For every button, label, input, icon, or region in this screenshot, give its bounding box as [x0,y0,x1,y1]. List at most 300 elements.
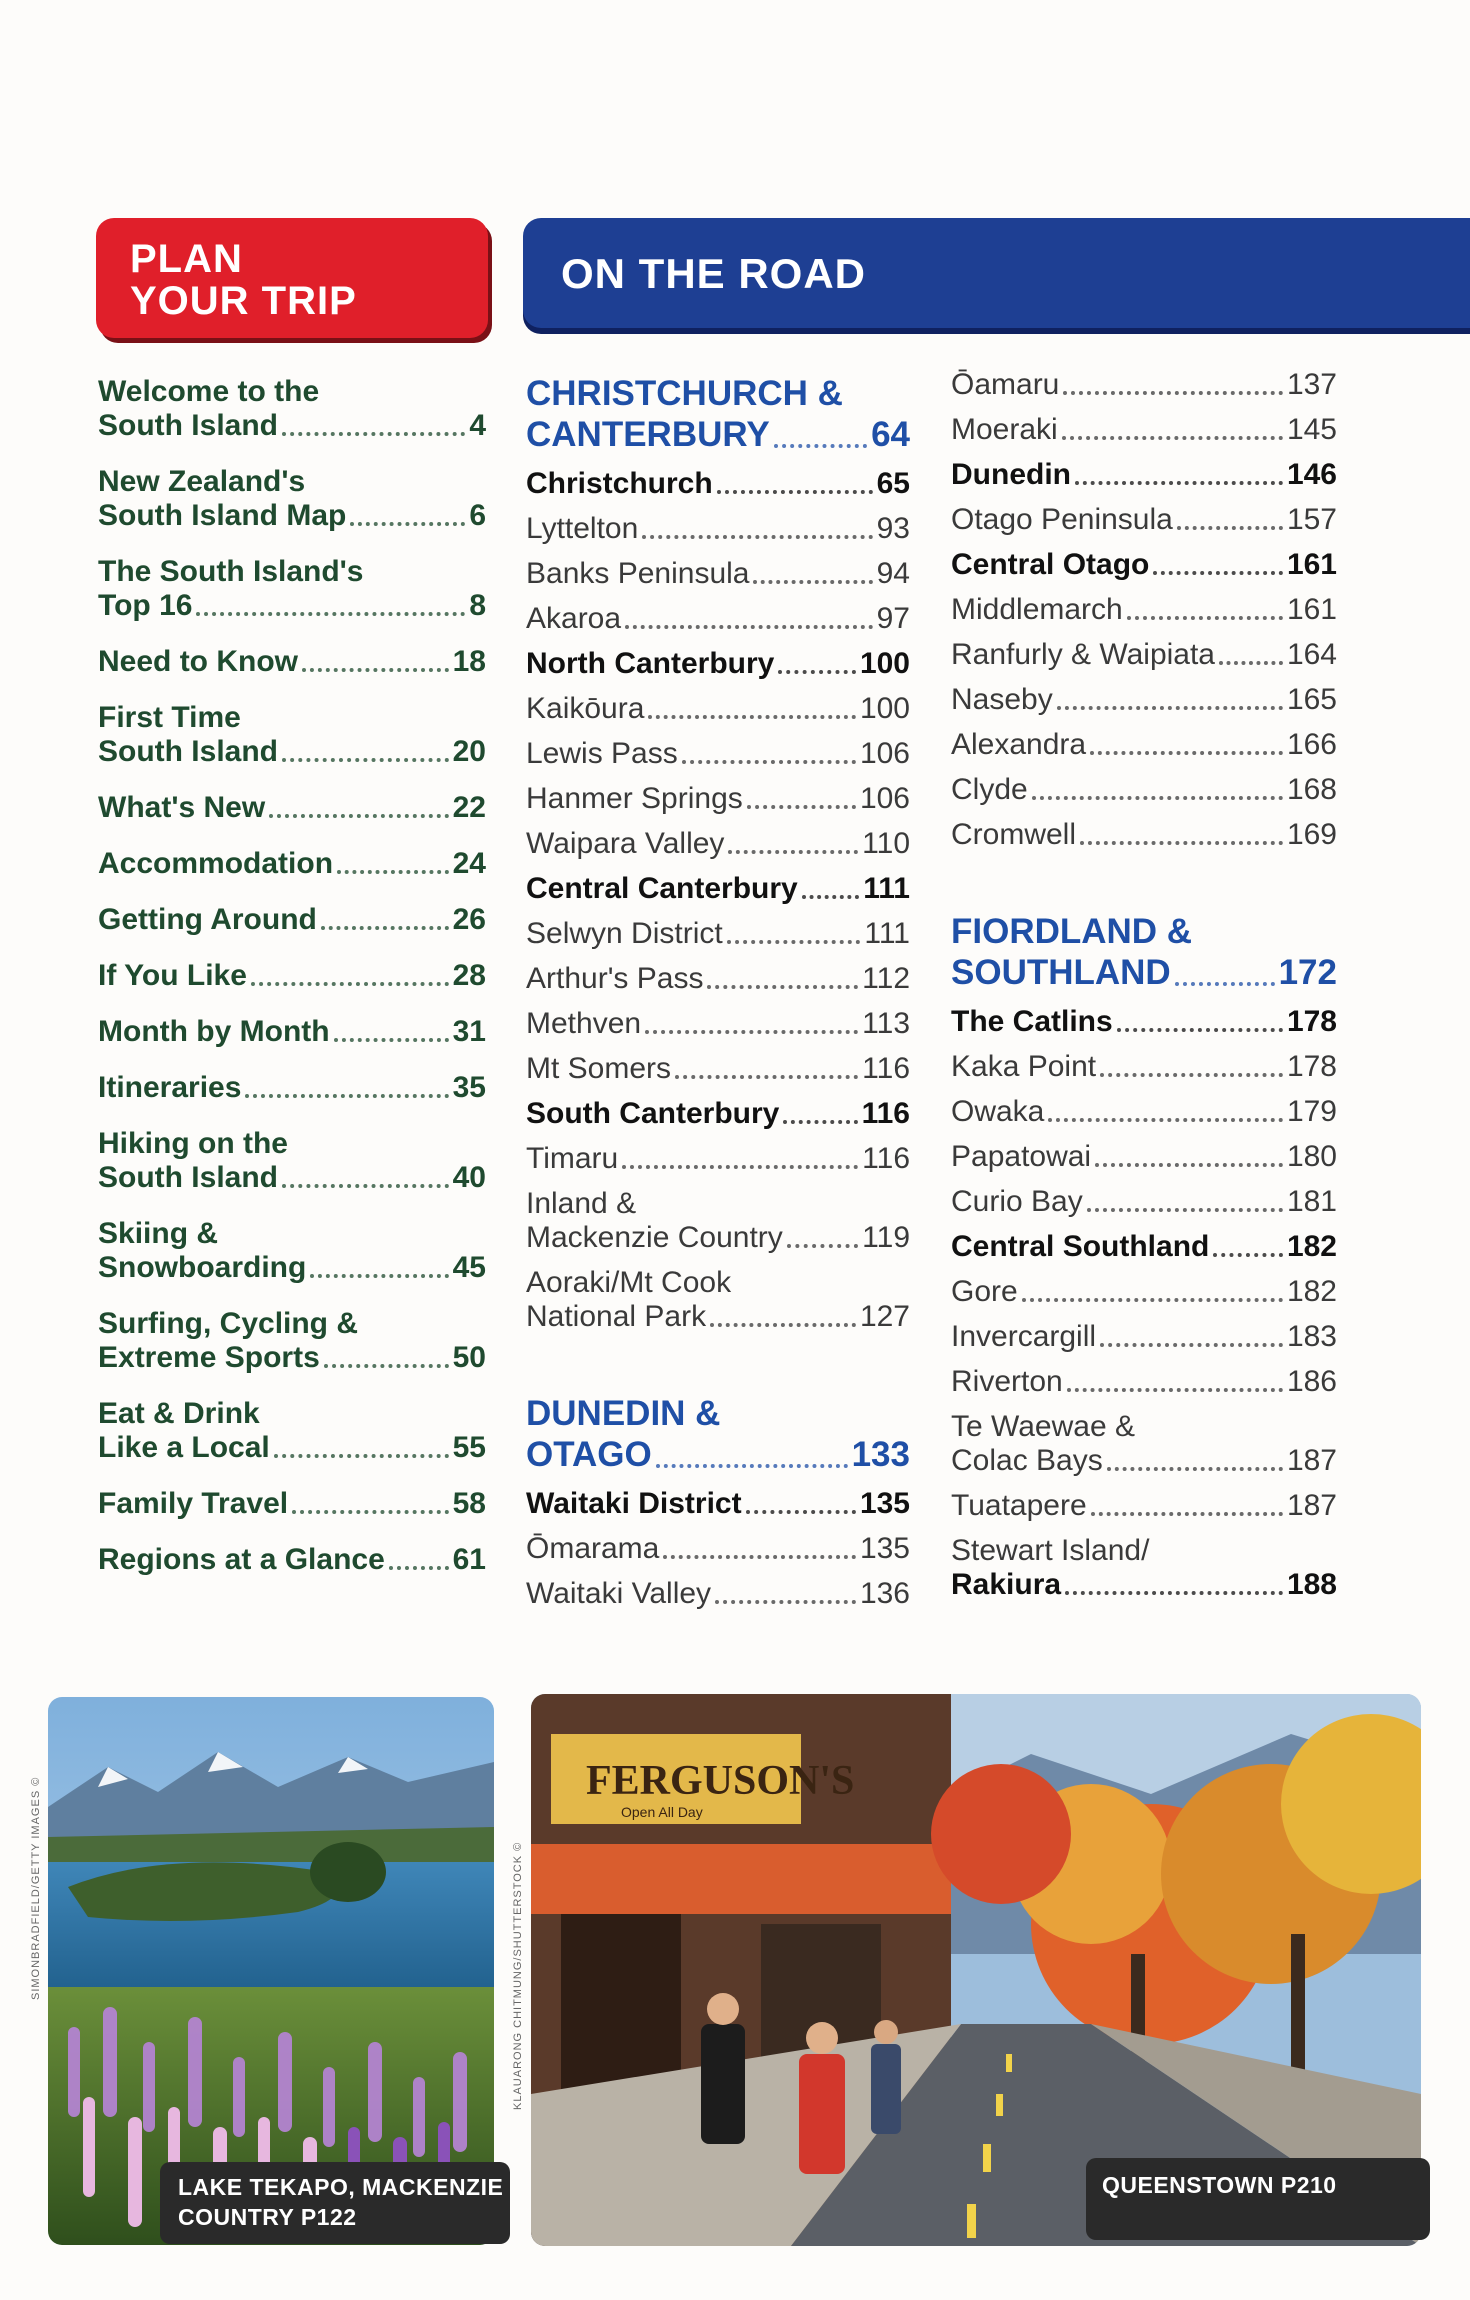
plan-item-row [98,1161,486,1195]
road-section-heading-page: 64 [871,415,910,454]
road-section-item[interactable] [951,1050,1337,1084]
road-section-heading-line1: FIORDLAND & [951,912,1193,951]
dot-leader [1177,526,1283,530]
road-item-row [951,413,1337,447]
road-item-title: Otago Peninsula [951,503,1173,536]
plan-item-title: Top 16 [98,589,193,622]
road-section-item-page: 187 [1286,1489,1337,1522]
road-section-item[interactable] [526,917,910,951]
plan-item[interactable] [98,645,486,679]
road-section-item-row [526,692,910,726]
plan-item-multiline [98,375,486,409]
plan-item-page: 8 [469,589,486,622]
dot-leader [715,1600,856,1604]
on-the-road-header: ON THE ROAD [523,218,1470,328]
road-item[interactable] [951,413,1337,447]
road-item-row [951,503,1337,537]
road-section-item[interactable] [526,557,910,591]
road-section-item-row [951,1568,1337,1602]
plan-item-line1: The South Island's [98,555,364,588]
road-section-item-title: Owaka [951,1095,1045,1128]
plan-item-row [98,959,486,993]
plan-item-line1: First Time [98,701,241,734]
plan-item-page: 58 [452,1487,486,1520]
road-section-item-row [526,1532,910,1566]
dot-leader [753,580,872,584]
road-section-heading-title: SOUTHLAND [951,953,1171,992]
plan-item-page: 6 [469,499,486,532]
section-gap [951,863,1337,911]
plan-item-title: South Island [98,1161,278,1194]
road-section-item-page: 100 [859,647,910,680]
road-section-item[interactable] [951,1320,1337,1354]
dot-leader [350,522,465,526]
road-section-item-line1: Inland & [526,1187,637,1220]
road-section-item-page: 180 [1286,1140,1337,1173]
dot-leader [622,1165,858,1169]
plan-item-page: 40 [452,1161,486,1194]
plan-item-multiline [98,555,486,589]
road-section-item[interactable] [951,1410,1337,1478]
plan-item-row [98,409,486,443]
road-section-item-title: Rakiura [951,1568,1062,1601]
plan-item-page: 20 [452,735,486,768]
road-section-heading[interactable] [526,1393,910,1475]
road-section-item-row [951,1095,1337,1129]
dot-leader [625,625,873,629]
road-section-item-row [526,962,910,996]
road-item[interactable] [951,773,1337,807]
plan-item-line1: Skiing & [98,1217,219,1250]
plan-item-title: Snowboarding [98,1251,307,1284]
road-section-item-page: 182 [1286,1275,1337,1308]
road-section-item[interactable] [526,1142,910,1176]
plan-item[interactable] [98,959,486,993]
dot-leader [321,926,449,930]
road-section-item-page: 178 [1286,1050,1337,1083]
plan-item-multiline [98,1217,486,1251]
road-section-item[interactable] [526,1097,910,1131]
plan-item-row [98,791,486,825]
dot-leader [1075,481,1283,485]
road-section-heading[interactable] [526,373,910,455]
road-section-item-row [526,1007,910,1041]
plan-item-page: 31 [452,1015,486,1048]
dot-leader [1100,1343,1283,1347]
road-item-row [951,818,1337,852]
road-section-item-page: 179 [1286,1095,1337,1128]
plan-item-page: 24 [452,847,486,880]
road-section-item-row [526,1221,910,1255]
road-section-item-title: Ōmarama [526,1532,660,1565]
road-section-item-title: Waitaki Valley [526,1577,712,1610]
dot-leader [728,850,858,854]
road-section-item-row [526,827,910,861]
plan-item[interactable] [98,555,486,623]
road-item-row [951,368,1337,402]
road-item-row [951,638,1337,672]
road-section-item-page: 135 [859,1487,910,1520]
dot-leader [337,870,449,874]
road-section-item-title: Invercargill [951,1320,1097,1353]
road-section-item-title: Mt Somers [526,1052,672,1085]
road-item[interactable] [951,503,1337,537]
road-section-item-row [951,1050,1337,1084]
dot-leader [1153,571,1283,575]
road-section-item-page: 97 [876,602,910,635]
dot-leader [1107,1467,1283,1471]
road-item-row [951,728,1337,762]
road-section-item-page: 111 [863,872,910,905]
road-item-page: 146 [1286,458,1337,491]
road-item-page: 164 [1286,638,1337,671]
road-section-item-page: 188 [1286,1568,1337,1601]
dot-leader [1080,841,1283,845]
plan-item-page: 45 [452,1251,486,1284]
dot-leader [1127,616,1283,620]
road-section-item[interactable] [526,1266,910,1334]
dot-leader [245,1094,448,1098]
road-section-item-page: 135 [859,1532,910,1565]
dot-leader [1213,1253,1283,1257]
road-section-item[interactable] [526,962,910,996]
road-item-page: 168 [1286,773,1337,806]
plan-item-row [98,1015,486,1049]
road-section-item-title: North Canterbury [526,647,775,680]
plan-item[interactable] [98,465,486,533]
plan-item[interactable] [98,1015,486,1049]
road-section-item-title: Central Southland [951,1230,1210,1263]
plan-item-multiline [98,1127,486,1161]
road-item-page: 166 [1286,728,1337,761]
road-section-item[interactable] [526,647,910,681]
road-section-item-row [526,512,910,546]
road-section-item-title: Hanmer Springs [526,782,743,815]
road-section-item-title: Colac Bays [951,1444,1103,1477]
road-section-item-page: 106 [859,737,910,770]
left-photo-credit: SIMONBRADFIELD/GETTY IMAGES © [30,1776,42,2000]
road-section-item-title: Banks Peninsula [526,557,750,590]
road-section-item[interactable] [526,782,910,816]
right-photo-credit: KLAUARONG CHITMUNG/SHUTTERSTOCK © [512,1841,524,2110]
plan-item-page: 4 [469,409,486,442]
plan-item-title: South Island [98,735,278,768]
road-section-item-title: Papatowai [951,1140,1092,1173]
dot-leader [778,670,856,674]
road-section-item[interactable] [526,872,910,906]
road-section-item-page: 181 [1286,1185,1337,1218]
plan-item-row [98,589,486,623]
plan-header-line2: YOUR TRIP [130,279,357,323]
dot-leader [787,1244,858,1248]
road-section-item-multiline [951,1534,1337,1568]
plan-item[interactable] [98,1543,486,1577]
dot-leader [675,1075,858,1079]
road-section-item-title: Methven [526,1007,642,1040]
plan-item-row [98,1543,486,1577]
road-section-heading-line1: CHRISTCHURCH & [526,374,843,413]
road-section-item-page: 116 [862,1142,910,1175]
road-section-item-page: 100 [859,692,910,725]
road-section-item-row [951,1275,1337,1309]
plan-item[interactable] [98,1217,486,1285]
road-section-item-row [951,1230,1337,1264]
road-section-item[interactable] [951,1275,1337,1309]
road-section-item-title: Mackenzie Country [526,1221,783,1254]
dot-leader [727,940,861,944]
road-section-item[interactable] [951,1489,1337,1523]
dot-leader [1062,436,1283,440]
road-section-item-multiline [526,1266,910,1300]
road-section-item-row [951,1365,1337,1399]
dot-leader [251,982,449,986]
road-section-item[interactable] [526,1007,910,1041]
plan-item-page: 26 [452,903,486,936]
plan-item[interactable] [98,375,486,443]
plan-item-title: Regions at a Glance [98,1543,385,1576]
road-section-item-page: 187 [1286,1444,1337,1477]
plan-item-title: South Island Map [98,499,347,532]
road-item-row [951,593,1337,627]
road-section-item-title: Kaikōura [526,692,645,725]
plan-item[interactable] [98,847,486,881]
dot-leader [1175,982,1275,986]
plan-item-row [98,1071,486,1105]
road-item-title: Clyde [951,773,1028,806]
dot-leader [282,432,465,436]
plan-item-page: 55 [452,1431,486,1464]
road-section-item[interactable] [951,1185,1337,1219]
plan-item-row [98,903,486,937]
road-item-row [951,458,1337,492]
road-item[interactable] [951,458,1337,492]
road-section-heading-line1: DUNEDIN & [526,1394,721,1433]
shop-sign-text: FERGUSON'S [586,1758,855,1804]
road-section-item[interactable] [526,1577,910,1611]
road-section-item-page: 136 [859,1577,910,1610]
plan-item-row [98,1431,486,1465]
road-item-title: Middlemarch [951,593,1123,626]
road-item-page: 145 [1286,413,1337,446]
plan-item[interactable] [98,1127,486,1195]
road-item-title: Moeraki [951,413,1058,446]
dot-leader [707,985,858,989]
road-section-item-page: 182 [1286,1230,1337,1263]
road-section-item[interactable] [951,1095,1337,1129]
road-section-item[interactable] [526,827,910,861]
plan-item-line1: Hiking on the [98,1127,288,1160]
plan-item[interactable] [98,1071,486,1105]
road-section-item-page: 116 [862,1052,910,1085]
road-item[interactable] [951,818,1337,852]
plan-item-title: Getting Around [98,903,317,936]
road-section-item[interactable] [526,1052,910,1086]
plan-item-multiline [98,1397,486,1431]
road-item-title: Alexandra [951,728,1087,761]
on-the-road-column-2 [951,368,1337,1613]
plan-item-line1: Welcome to the [98,375,320,408]
road-section-item-row [526,467,910,501]
road-section-item-page: 112 [862,962,910,995]
shop-sign-subtext: Open All Day [621,1804,703,1820]
plan-item[interactable] [98,1487,486,1521]
dot-leader [274,1454,449,1458]
road-section-item-row [526,1142,910,1176]
plan-item-page: 22 [452,791,486,824]
dot-leader [802,895,860,899]
dot-leader [269,814,448,818]
road-section-item[interactable] [526,1532,910,1566]
road-item-row [951,548,1337,582]
plan-item-row [98,645,486,679]
road-item[interactable] [951,728,1337,762]
road-section-item-multiline [951,1410,1337,1444]
plan-item-title: Need to Know [98,645,298,678]
plan-item[interactable] [98,1397,486,1465]
road-section-item-row [526,1097,910,1131]
road-section-item-title: Arthur's Pass [526,962,704,995]
dot-leader [645,1030,858,1034]
lake-tekapo-caption [160,2162,510,2244]
road-section-item-row [526,602,910,636]
road-section-item-page: 178 [1286,1005,1337,1038]
plan-item-title: Like a Local [98,1431,270,1464]
plan-item-page: 35 [452,1071,486,1104]
road-item-page: 161 [1286,548,1337,581]
road-section-item-title: Selwyn District [526,917,723,950]
plan-header-line1: PLAN [130,237,243,281]
plan-item-multiline [98,1307,486,1341]
road-section-heading-page: 172 [1278,953,1337,992]
road-section-item-page: 110 [862,827,910,860]
plan-item-row [98,499,486,533]
road-section-item-title: Lewis Pass [526,737,678,770]
road-item[interactable] [951,593,1337,627]
road-section-item-title: Christchurch [526,467,713,500]
plan-item-multiline [98,701,486,735]
road-item[interactable] [951,368,1337,402]
road-section-item[interactable] [526,737,910,771]
section-gap [526,1345,910,1393]
dot-leader [746,1510,856,1514]
dot-leader [334,1038,449,1042]
road-section-heading-row [951,952,1337,993]
road-section-item[interactable] [526,467,910,501]
dot-leader [302,668,449,672]
road-section-heading-row [526,1434,910,1475]
road-section-item[interactable] [526,692,910,726]
road-section-item-row [526,1300,910,1334]
plan-item-title: Month by Month [98,1015,330,1048]
plan-item[interactable] [98,903,486,937]
road-section-item[interactable] [951,1005,1337,1039]
plan-item-line1: New Zealand's [98,465,306,498]
dot-leader [1095,1163,1283,1167]
road-section-item-title: Lyttelton [526,512,639,545]
dot-leader [648,715,856,719]
road-section-item-line1: Te Waewae & [951,1410,1135,1443]
plan-item[interactable] [98,791,486,825]
road-section-item[interactable] [951,1534,1337,1602]
road-section-item-row [951,1185,1337,1219]
plan-your-trip-list [98,375,486,1599]
road-section-item[interactable] [951,1230,1337,1264]
road-section-item[interactable] [526,602,910,636]
road-section-item[interactable] [951,1140,1337,1174]
dot-leader [196,612,465,616]
caption-line1: LAKE TEKAPO, MACKENZIE [178,2174,504,2200]
dot-leader [1091,1512,1283,1516]
road-section-item[interactable] [951,1365,1337,1399]
plan-item-page: 18 [452,645,486,678]
road-section-item-page: 65 [876,467,910,500]
road-section-item-page: 183 [1286,1320,1337,1353]
road-item[interactable] [951,638,1337,672]
queenstown-caption: QUEENSTOWN P210 [1086,2158,1430,2240]
road-section-item-row [526,557,910,591]
road-section-item-page: 94 [876,557,910,590]
road-section-item-row [526,1052,910,1086]
dot-leader [1219,661,1283,665]
plan-item-row [98,847,486,881]
road-section-item-page: 111 [864,917,910,950]
plan-item[interactable] [98,1307,486,1375]
dot-leader [282,758,449,762]
road-section-item-title: Riverton [951,1365,1063,1398]
plan-item-title: Itineraries [98,1071,242,1104]
dot-leader [1067,1388,1283,1392]
plan-item-row [98,1341,486,1375]
road-section-item[interactable] [526,1187,910,1255]
plan-item-title: Extreme Sports [98,1341,320,1374]
dot-leader [1063,391,1283,395]
road-section-item-page: 106 [859,782,910,815]
plan-item-title: If You Like [98,959,247,992]
dot-leader [656,1464,848,1468]
dot-leader [1117,1028,1283,1032]
road-section-item-title: South Canterbury [526,1097,780,1130]
road-section-heading[interactable] [951,911,1337,993]
road-item-row [951,683,1337,717]
road-item[interactable] [951,683,1337,717]
road-section-item-row [526,782,910,816]
dot-leader [1048,1118,1283,1122]
road-item-title: Ranfurly & Waipiata [951,638,1215,671]
road-section-item-row [951,1320,1337,1354]
dot-leader [682,760,856,764]
on-the-road-column-1 [526,373,910,1622]
dot-leader [1090,751,1283,755]
dot-leader [1100,1073,1283,1077]
road-item-title: Cromwell [951,818,1077,851]
road-section-item-page: 116 [861,1097,910,1130]
road-item-title: Naseby [951,683,1053,716]
road-section-heading-page: 133 [851,1435,910,1474]
road-section-item-row [526,1487,910,1521]
road-section-item[interactable] [526,1487,910,1521]
road-section-item-row [951,1140,1337,1174]
plan-item-title: Accommodation [98,847,334,880]
dot-leader [324,1364,449,1368]
dot-leader [774,444,867,448]
road-section-item-row [526,737,910,771]
plan-item-page: 61 [452,1543,486,1576]
plan-item[interactable] [98,701,486,769]
plan-item-page: 50 [452,1341,486,1374]
road-item[interactable] [951,548,1337,582]
road-section-item[interactable] [526,512,910,546]
road-section-item-page: 127 [859,1300,910,1333]
